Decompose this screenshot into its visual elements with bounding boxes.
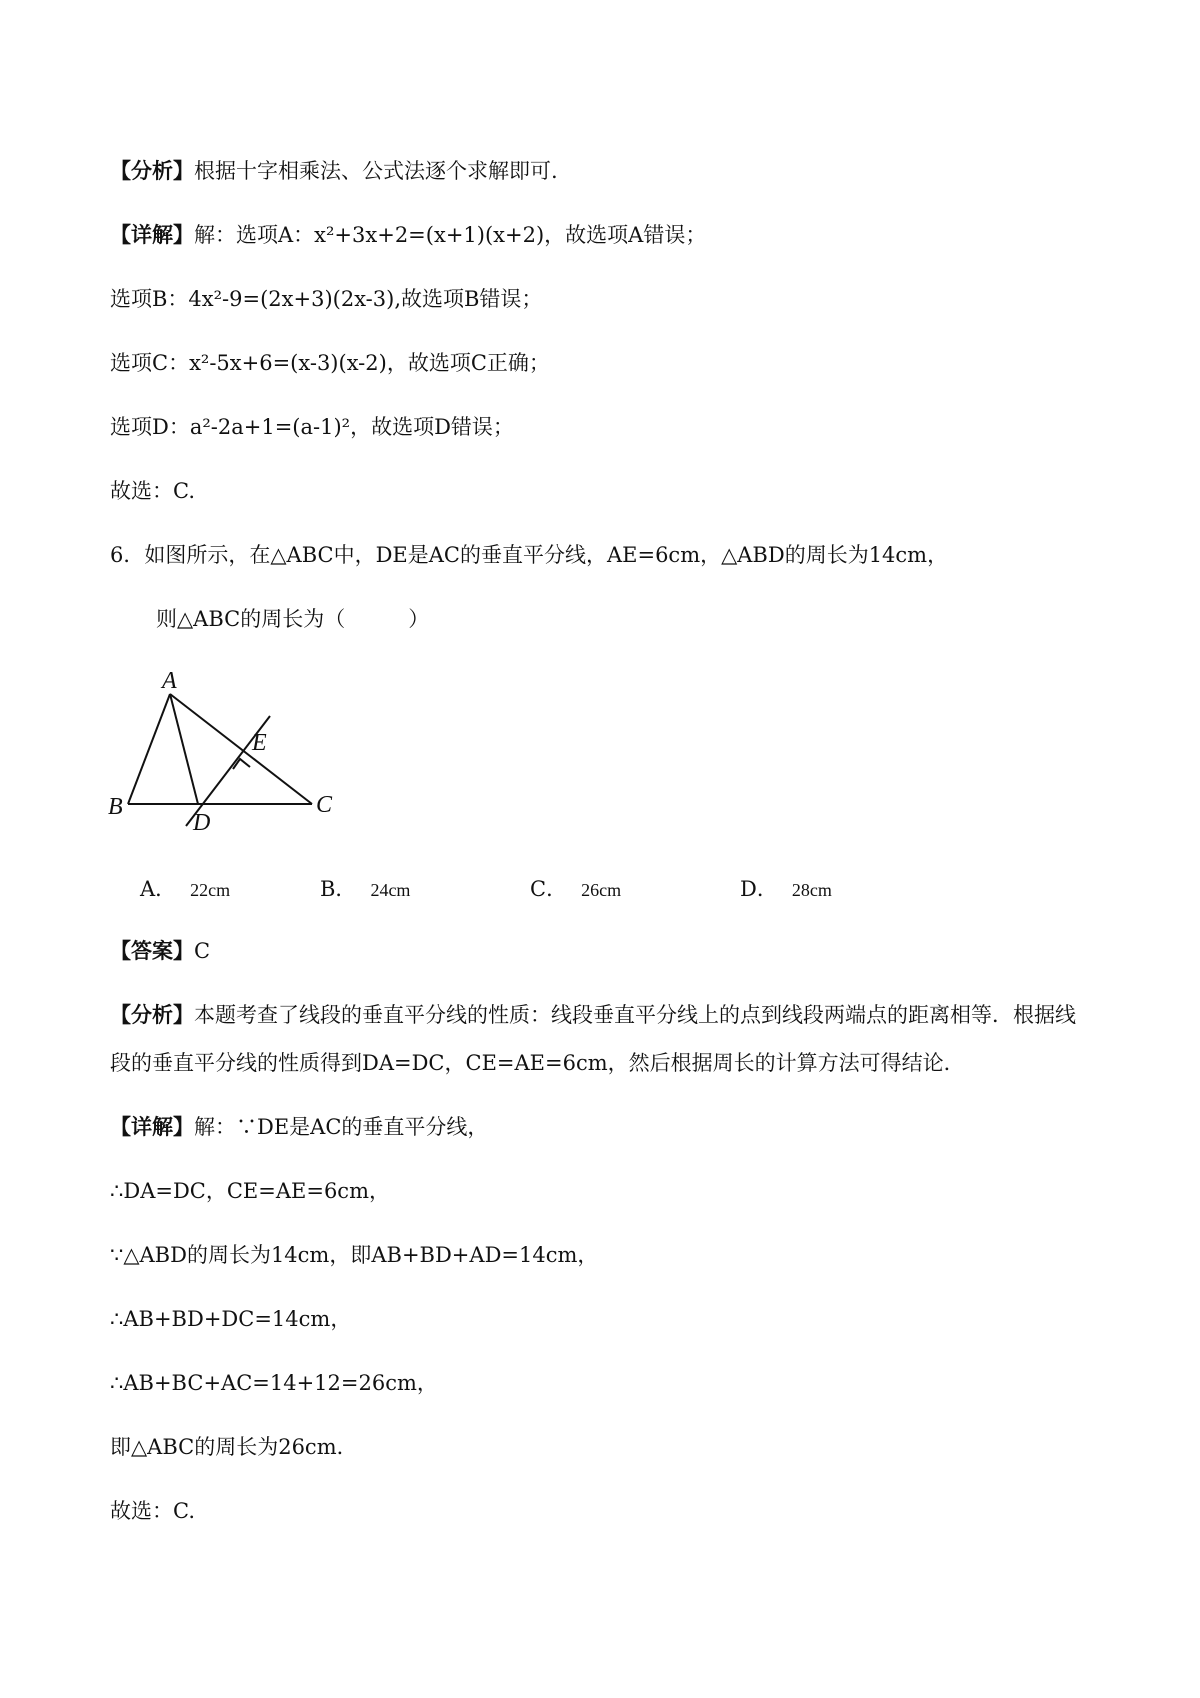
segment-ac bbox=[170, 694, 312, 804]
prev-detail-line-3: 选项C：x²-5x+6=(x-3)(x-2)，故选项C正确； bbox=[110, 351, 550, 375]
option-b-value: 24cm bbox=[370, 880, 411, 900]
question-number: 6． bbox=[110, 543, 145, 567]
prev-analysis-tag: 【分析】 bbox=[110, 158, 194, 183]
prev-detail-line-4: 选项D：a²-2a+1=(a-1)²，故选项D错误； bbox=[110, 415, 514, 439]
triangle-figure bbox=[100, 668, 360, 838]
segment-ad bbox=[170, 694, 198, 804]
analysis-line-1 bbox=[110, 1000, 1076, 1030]
question-line-1 bbox=[110, 540, 948, 570]
answer-value: C bbox=[194, 939, 211, 963]
label-a: A bbox=[162, 668, 177, 694]
prev-analysis-text: 根据十字相乘法、公式法逐个求解即可. bbox=[194, 159, 558, 183]
label-c: C bbox=[316, 792, 333, 818]
label-b: B bbox=[108, 794, 123, 820]
prev-detail-tag: 【详解】 bbox=[110, 222, 194, 247]
option-d-letter: D． bbox=[740, 877, 778, 901]
option-c-value: 26cm bbox=[581, 880, 622, 900]
prev-detail-text: 解：选项A：x²+3x+2=(x+1)(x+2)，故选项A错误； bbox=[194, 223, 707, 247]
prev-analysis bbox=[110, 156, 558, 186]
option-c[interactable] bbox=[530, 874, 621, 905]
detail-tag: 【详解】 bbox=[110, 1114, 194, 1139]
analysis-tag: 【分析】 bbox=[110, 1002, 194, 1027]
option-a-letter: A． bbox=[140, 877, 177, 901]
prev-detail-line-1 bbox=[110, 220, 706, 250]
prev-conclusion: 故选：C. bbox=[110, 479, 195, 503]
detail-step-3: ∵△ABD的周长为14cm，即AB+BD+AD=14cm， bbox=[110, 1243, 599, 1267]
option-b-letter: B． bbox=[320, 877, 357, 901]
detail-step-5: ∴AB+BC+AC=14+12=26cm， bbox=[110, 1371, 438, 1395]
detail-conclusion: 故选：C. bbox=[110, 1499, 195, 1523]
detail-line-1 bbox=[110, 1112, 488, 1142]
analysis-text-1: 本题考查了线段的垂直平分线的性质：线段垂直平分线上的点到线段两端点的距离相等．根据线 bbox=[194, 1003, 1076, 1027]
option-c-letter: C． bbox=[530, 877, 568, 901]
answer bbox=[110, 936, 210, 966]
option-a-value: 22cm bbox=[190, 880, 231, 900]
option-d[interactable] bbox=[740, 874, 832, 905]
segment-ab bbox=[128, 694, 170, 804]
detail-step-2: ∴DA=DC，CE=AE=6cm， bbox=[110, 1179, 390, 1203]
detail-step-1: 解：∵DE是AC的垂直平分线， bbox=[194, 1115, 489, 1139]
prev-detail-line-2: 选项B：4x²-9=(2x+3)(2x-3),故选项B错误； bbox=[110, 287, 543, 311]
question-line-2: 则△ABC的周长为（ ） bbox=[156, 607, 430, 631]
detail-step-6: 即△ABC的周长为26cm． bbox=[110, 1435, 358, 1459]
question-text-1: 如图所示，在△ABC中，DE是AC的垂直平分线，AE=6cm，△ABD的周长为14cm， bbox=[144, 543, 949, 567]
detail-step-4: ∴AB+BD+DC=14cm， bbox=[110, 1307, 352, 1331]
option-b[interactable] bbox=[320, 874, 410, 905]
option-d-value: 28cm bbox=[791, 880, 832, 900]
label-e: E bbox=[252, 730, 267, 756]
answer-tag: 【答案】 bbox=[110, 938, 194, 963]
analysis-line-2: 段的垂直平分线的性质得到DA=DC，CE=AE=6cm，然后根据周长的计算方法可得结论． bbox=[110, 1051, 965, 1075]
option-a[interactable] bbox=[140, 874, 230, 905]
label-d: D bbox=[193, 810, 211, 836]
